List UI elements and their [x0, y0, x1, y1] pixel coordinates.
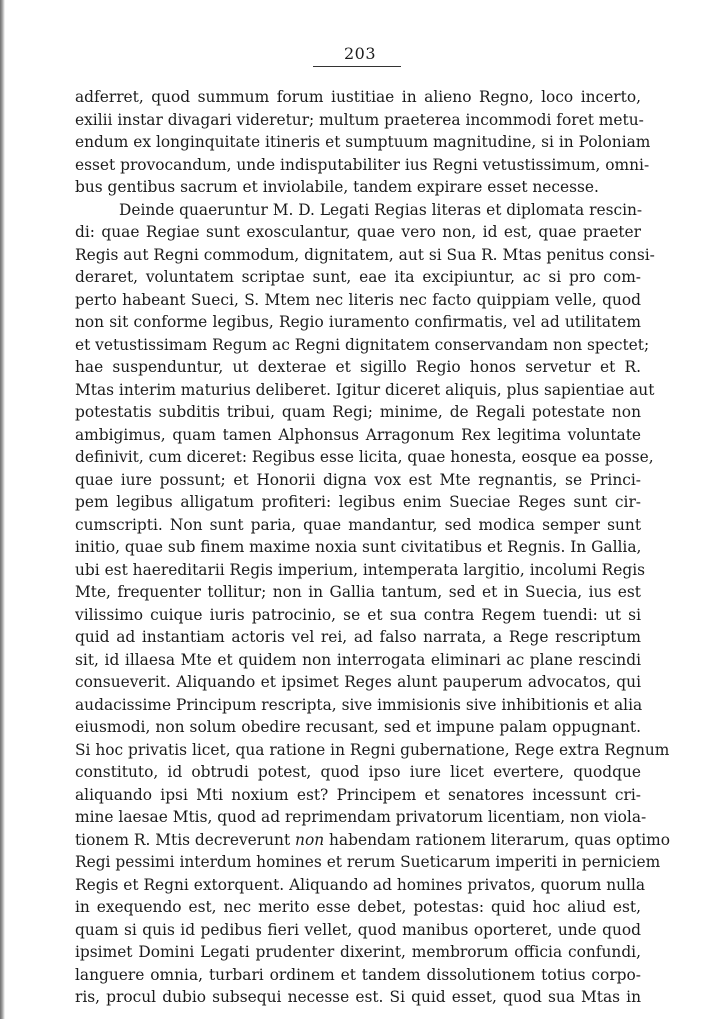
- text-line: languere omnia, turbari ordinem et tandem dissolutionem totius corpo-: [75, 965, 641, 984]
- text-line: quam si quis id pedibus fieri vellet, quod manibus oporteret, unde quod: [75, 920, 641, 939]
- text-line: Regis et Regni extorquent. Aliquando ad homines privatos, quorum nulla: [75, 875, 646, 894]
- text-line: Deinde quaeruntur M. D. Legati Regias literas et diplomata rescin-: [119, 200, 643, 219]
- text-line: adferret, quod summum forum iustitiae in alieno Regno, loco incerto,: [75, 88, 641, 106]
- text-line: et vetustissimam Regum ac Regni dignitatem conservandam non spectet;: [75, 335, 650, 354]
- text-line: ris, procul dubio subsequi necesse est. Si quid esset, quod sua Mtas in: [75, 988, 641, 1006]
- text-line: Regis aut Regni commodum, dignitatem, aut si Sua R. Mtas penitus consi-: [75, 245, 655, 264]
- text-line: eiusmodi, non solum obedire recusant, sed et impune palam oppugnant.: [75, 718, 641, 736]
- text-line: Regi pessimi interdum homines et rerum Sueticarum imperiti in perniciem: [75, 853, 661, 871]
- text-line: endum ex longinquitate itineris et sumptuum magnitudine, si in Poloniam: [75, 133, 651, 151]
- text-line: pem legibus alligatum profiteri: legibus enim Sueciae Reges sunt cir-: [75, 493, 641, 511]
- text-line: ubi est haereditarii Regis imperium, intemperata largitio, incolumi Regis: [75, 560, 646, 579]
- page-number-rule: [313, 66, 401, 67]
- text-line: initio, quae sub finem maxime noxia sunt civitatibus et Regnis. In Gallia,: [75, 538, 642, 556]
- text-line: exilii instar divagari videretur; multum praeterea incommodi foret metu-: [75, 110, 644, 129]
- text-line: mine laesae Mtis, quod ad reprimendam privatorum licentiam, non viola-: [75, 808, 647, 826]
- text-line: consueverit. Aliquando et ipsimet Reges alunt pauperum advocatos, qui: [75, 673, 641, 691]
- italic-word: non: [295, 830, 325, 849]
- text-line: bus gentibus sacrum et inviolabile, tandem expirare esset necesse.: [75, 178, 599, 196]
- text-line: definivit, cum diceret: Regibus esse licita, quae honesta, eosque ea posse,: [75, 448, 654, 466]
- text-line: ambigimus, quam tamen Alphonsus Arragonum Rex legitima voluntate: [75, 425, 641, 444]
- text-line: deraret, voluntatem scriptae sunt, eae ita excipiuntur, ac si pro com-: [75, 268, 641, 286]
- text-line: [75, 829, 671, 852]
- text-line: in exequendo est, nec merito esse debet, potestas: quid hoc aliud est,: [75, 898, 641, 916]
- text-line: vilissimo cuique iuris patrocinio, se et sua contra Regem tuendi: ut si: [75, 605, 641, 624]
- text-line: non sit conforme legibus, Regio iuramento confirmatis, vel ad utilitatem: [75, 313, 641, 331]
- text-line: potestatis subditis tribui, quam Regi; minime, de Regali potestate non: [75, 403, 641, 421]
- text-segment: tionem R. Mtis decreverunt: [75, 830, 291, 849]
- scan-edge: [0, 0, 5, 1019]
- text-line: ipsimet Domini Legati prudenter dixerint, membrorum officia confundi,: [75, 943, 641, 961]
- text-line: di: quae Regiae sunt exosculantur, quae vero non, id est, quae praeter: [75, 223, 641, 241]
- text-line: Mte, frequenter tollitur; non in Gallia tantum, sed et in Suecia, ius est: [75, 583, 641, 601]
- body-text: [75, 86, 671, 1009]
- text-line: constituto, id obtrudi potest, quod ipso iure licet evertere, quodque: [75, 763, 641, 781]
- text-line: perto habeant Sueci, S. Mtem nec literis nec facto quippiam velle, quod: [75, 290, 641, 309]
- text-line: quae iure possunt; et Honorii digna vox est Mte regnantis, se Princi-: [75, 470, 641, 489]
- text-line: audacissime Principum rescripta, sive immisionis sive inhibitionis et alia: [75, 695, 643, 714]
- text-line: cumscripti. Non sunt paria, quae mandantur, sed modica semper sunt: [75, 515, 641, 534]
- text-line: esset provocandum, unde indisputabiliter ius Regni vetustissimum, omni-: [75, 155, 650, 174]
- text-line: hae suspenduntur, ut dexterae et sigillo Regio honos servetur et R.: [75, 358, 641, 376]
- text-line: quid ad instantiam actoris vel rei, ad falso narrata, a Rege rescriptum: [75, 628, 641, 646]
- text-line: aliquando ipsi Mti noxium est? Principem et senatores incessunt cri-: [75, 785, 641, 804]
- text-line: sit, id illaesa Mte et quidem non interrogata eliminari ac plane rescindi: [75, 650, 641, 669]
- page-number: 203: [343, 44, 377, 63]
- text-line: Mtas interim maturius deliberet. Igitur diceret aliquis, plus sapientiae aut: [75, 380, 655, 399]
- text-line: Si hoc privatis licet, qua ratione in Regni gubernatione, Rege extra Regnum: [75, 740, 670, 759]
- text-segment: habendam rationem literarum, quas optimo: [324, 830, 671, 849]
